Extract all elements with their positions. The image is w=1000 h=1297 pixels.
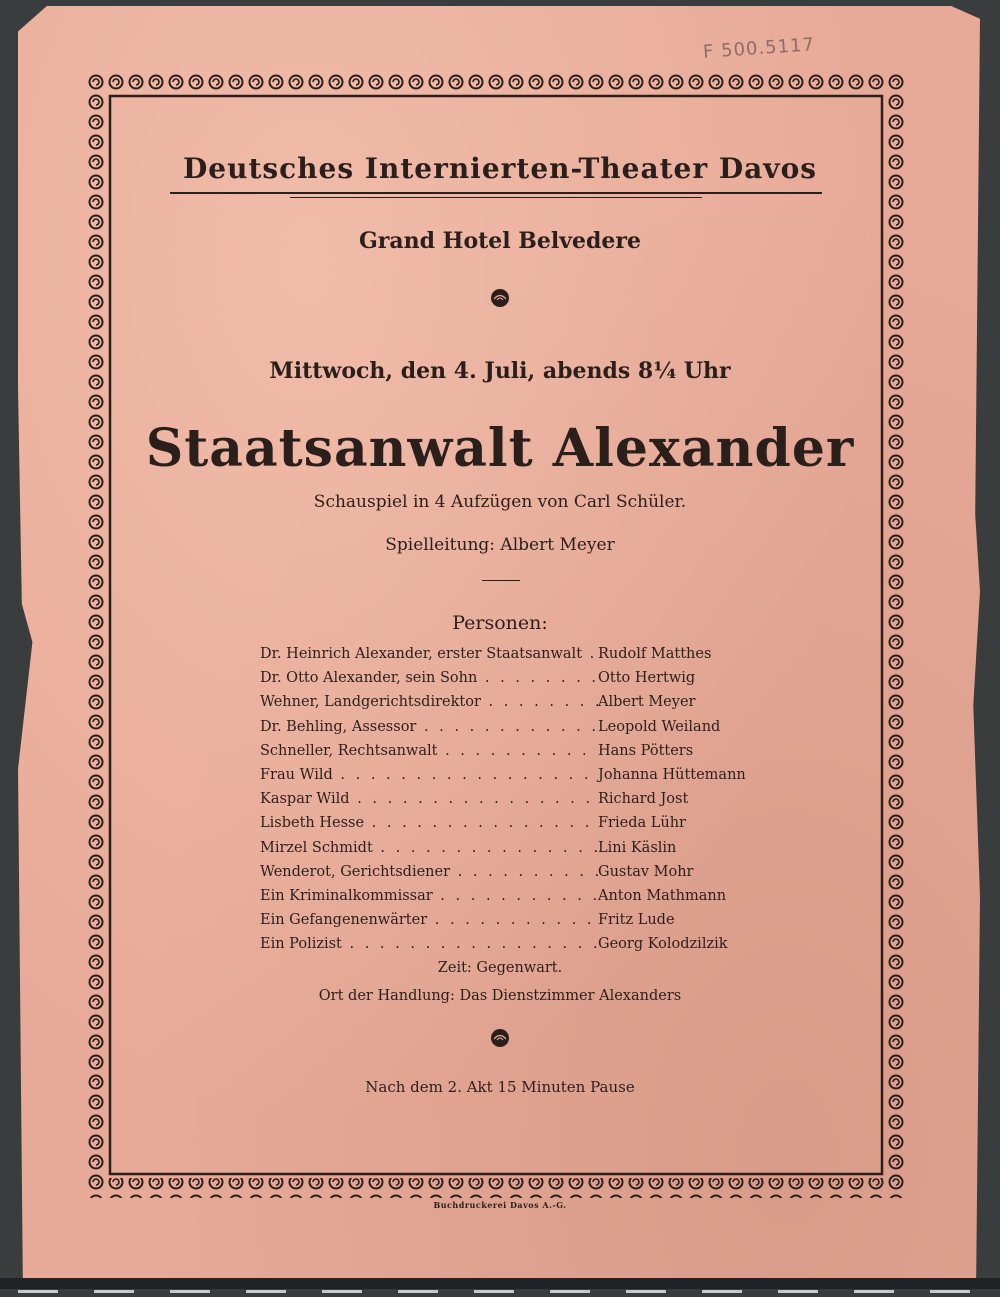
cast-role: Ein Polizist . . .	[260, 932, 598, 956]
cast-actor: Rudolf Matthes	[598, 646, 712, 662]
cast-row	[260, 811, 780, 835]
cast-row	[260, 763, 780, 787]
cast-row	[260, 908, 780, 932]
cast-row	[260, 932, 780, 956]
cast-heading: Personen:	[452, 612, 548, 634]
title-rule-short	[290, 197, 702, 198]
cast-actor: Hans Pötters	[598, 742, 694, 759]
cast-row	[260, 739, 780, 763]
cast-actor: Gustav Mohr	[598, 863, 694, 880]
cast-role: Kaspar Wild . . .	[260, 787, 598, 811]
intermission-note: Nach dem 2. Akt 15 Minuten Pause	[365, 1078, 635, 1096]
divider	[482, 580, 520, 581]
cast-row	[260, 884, 780, 908]
cast-row	[260, 715, 780, 739]
title-rule-long	[170, 192, 822, 194]
cast-role: Mirzel Schmidt . . .	[260, 836, 598, 860]
play-subtitle: Schauspiel in 4 Aufzügen von Carl Schüler.	[313, 492, 687, 512]
cast-actor: Albert Meyer	[598, 694, 696, 711]
cast-actor: Georg Kolodzilzik	[598, 936, 728, 953]
cast-row	[260, 690, 780, 714]
cast-actor: Frieda Lühr	[598, 815, 686, 832]
cast-role: Dr. Behling, Assessor . . .	[260, 715, 598, 739]
cast-list	[260, 642, 780, 956]
cast-row	[260, 787, 780, 811]
archive-number: F 500.5117	[702, 34, 816, 63]
cast-actor: Richard Jost	[598, 791, 689, 808]
playbill-content	[120, 100, 880, 1160]
cast-role: Ein Gefangenenwärter . . .	[260, 908, 598, 932]
cast-role: Lisbeth Hesse . . .	[260, 811, 598, 835]
cast-row	[260, 642, 780, 666]
cast-role: Wehner, Landgerichtsdirektor . . .	[260, 690, 598, 714]
cast-actor: Otto Hertwig	[598, 670, 696, 687]
play-title: Staatsanwalt Alexander	[145, 418, 855, 479]
ornament-icon	[490, 1028, 510, 1048]
scan-edge-strip	[0, 1278, 1000, 1289]
ornament-icon	[490, 288, 510, 308]
cast-row	[260, 666, 780, 690]
cast-role: Frau Wild . . .	[260, 763, 598, 787]
cast-actor: Fritz Lude	[598, 912, 675, 929]
cast-role: Schneller, Rechtsanwalt . . .	[260, 739, 598, 763]
printer-credit: Buchdruckerei Davos A.-G.	[433, 1200, 567, 1210]
theater-title: Deutsches Internierten-Theater Davos	[182, 152, 818, 185]
director: Spielleitung: Albert Meyer	[385, 535, 615, 555]
cast-actor: Leopold Weiland	[598, 718, 721, 735]
cast-actor: Johanna Hüttemann	[598, 766, 746, 783]
cast-row	[260, 836, 780, 860]
cast-actor: Anton Mathmann	[598, 887, 727, 904]
cast-actor: Lini Käslin	[598, 839, 677, 856]
cast-row	[260, 860, 780, 884]
time-setting: Zeit: Gegenwart.	[437, 960, 563, 976]
cast-role: Dr. Heinrich Alexander, erster Staatsanwalt . . .	[260, 642, 598, 666]
performance-date: Mittwoch, den 4. Juli, abends 8¼ Uhr	[269, 358, 731, 384]
cast-role: Wenderot, Gerichtsdiener . . .	[260, 860, 598, 884]
cast-role: Dr. Otto Alexander, sein Sohn . . .	[260, 666, 598, 690]
cast-role: Ein Kriminalkommissar . . .	[260, 884, 598, 908]
place-setting: Ort der Handlung: Das Dienstzimmer Alexanders	[318, 988, 682, 1004]
venue: Grand Hotel Belvedere	[358, 228, 641, 254]
